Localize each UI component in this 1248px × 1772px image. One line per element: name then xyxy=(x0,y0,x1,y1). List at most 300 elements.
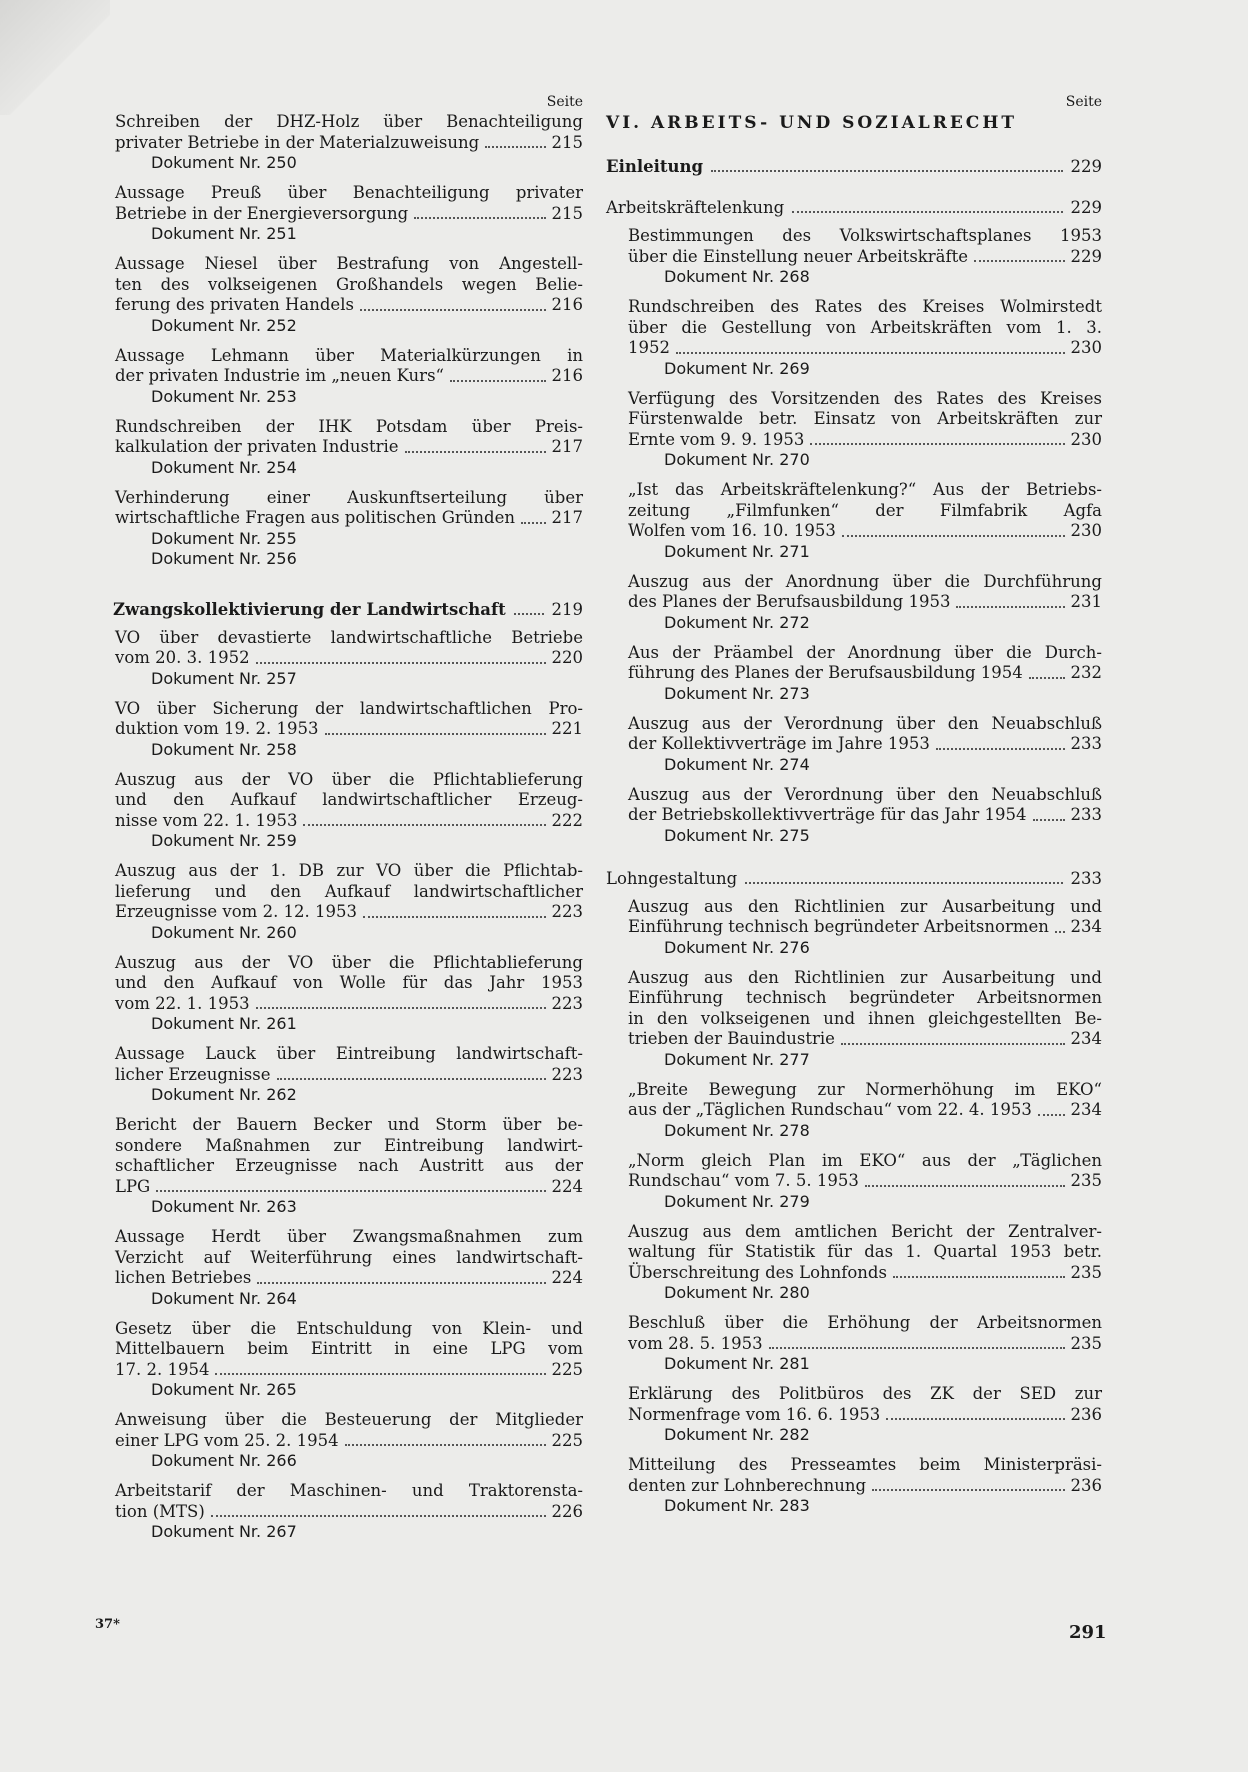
entry-line: Mittelbauern beim Eintritt in eine LPG vom xyxy=(115,1339,583,1358)
entry-page: 232 xyxy=(1070,663,1102,682)
section-heading xyxy=(606,197,1102,219)
dot-leader xyxy=(1029,663,1065,679)
entry-title xyxy=(115,417,583,458)
entry-last-line xyxy=(628,1405,1102,1426)
right-column xyxy=(606,94,1102,1526)
toc-entry xyxy=(606,714,1102,775)
entry-line: kalkulation der privaten Industrie xyxy=(115,437,399,456)
entry-line: Gesetz über die Entschuldung von Klein- und xyxy=(115,1318,583,1338)
entry-title xyxy=(628,572,1102,613)
entry-line: Rundschau“ vom 7. 5. 1953 xyxy=(628,1171,859,1190)
entry-page: 220 xyxy=(551,648,583,667)
entry-title xyxy=(628,897,1102,938)
entry-last-line xyxy=(115,1177,583,1198)
signature-mark: 37* xyxy=(95,1617,120,1632)
entry-line: nisse vom 22. 1. 1953 xyxy=(115,810,298,830)
folded-corner xyxy=(0,0,110,115)
entry-page: 233 xyxy=(1070,805,1102,824)
dot-leader xyxy=(936,734,1065,750)
entry-line: trieben der Bauindustrie xyxy=(628,1029,835,1048)
entry-page: 217 xyxy=(551,437,583,456)
entry-title xyxy=(628,968,1102,1050)
entry-title xyxy=(628,226,1102,267)
entry-line: Verhinderung einer Auskunftserteilung über xyxy=(115,487,583,507)
entry-line: Aussage Lehmann über Materialkürzungen in xyxy=(115,345,583,365)
dot-leader xyxy=(303,811,545,827)
section-page: 219 xyxy=(551,599,583,619)
entry-line: und den Aufkauf landwirtschaftlicher Erzeug- xyxy=(115,790,583,809)
entry-page: 229 xyxy=(1070,246,1102,266)
document-number: Dokument Nr. 271 xyxy=(664,541,810,561)
document-number: Dokument Nr. 276 xyxy=(664,937,810,957)
entry-title xyxy=(115,770,583,832)
toc-entry xyxy=(113,1115,583,1217)
entry-page: 216 xyxy=(551,366,583,385)
toc-entry xyxy=(606,1222,1102,1304)
entry-title xyxy=(115,254,583,316)
entry-page: 231 xyxy=(1070,592,1102,611)
entry-line: der Betriebskollektivverträge für das Jahr 1954 xyxy=(628,805,1027,824)
entry-line: ferung des privaten Handels xyxy=(115,295,354,314)
entry-page: 230 xyxy=(1070,429,1102,449)
document-number: Dokument Nr. 282 xyxy=(664,1425,810,1444)
section-lohngestaltung xyxy=(606,868,1102,1517)
entry-page: 216 xyxy=(551,295,583,314)
entry-title xyxy=(115,953,583,1015)
entry-page: 230 xyxy=(1070,338,1102,357)
entry-line: einer LPG vom 25. 2. 1954 xyxy=(115,1430,339,1450)
entry-title xyxy=(115,1115,583,1197)
entry-line: Auszug aus der Verordnung über den Neuabschluß xyxy=(628,784,1102,804)
entry-line: sondere Maßnahmen zur Eintreibung landwirt- xyxy=(115,1135,583,1155)
entry-line: lichen Betriebes xyxy=(115,1268,252,1287)
entry-line: Rundschreiben des Rates des Kreises Wolmirstedt xyxy=(628,297,1102,316)
entry-last-line xyxy=(115,1065,583,1086)
entry-line: Anweisung über die Besteuerung der Mitglieder xyxy=(115,1410,583,1429)
entry-last-line xyxy=(115,1360,583,1381)
dot-leader xyxy=(769,1334,1065,1350)
entry-last-line xyxy=(628,917,1102,938)
entry-last-line xyxy=(115,902,583,923)
dot-leader xyxy=(872,1476,1064,1492)
document-number: Dokument Nr. 257 xyxy=(151,668,297,688)
toc-entry xyxy=(606,1384,1102,1445)
entry-title xyxy=(115,346,583,387)
toc-entry xyxy=(606,1455,1102,1516)
entry-line: Auszug aus den Richtlinien zur Ausarbeitung und xyxy=(628,967,1102,987)
dot-leader xyxy=(974,247,1064,263)
document-number: Dokument Nr. 277 xyxy=(664,1049,810,1069)
entry-line: Bestimmungen des Volkswirtschaftsplanes 1953 xyxy=(628,226,1102,245)
document-number: Dokument Nr. 280 xyxy=(664,1283,810,1302)
entry-page: 235 xyxy=(1070,1333,1102,1353)
section-page: 229 xyxy=(1070,198,1102,217)
entry-line: Aussage Niesel über Bestrafung von Angestell- xyxy=(115,254,583,273)
entry-line: Rundschreiben der IHK Potsdam über Preis- xyxy=(115,416,583,436)
section-arbeitskraeftelenkung xyxy=(606,197,1102,846)
document-number: Dokument Nr. 270 xyxy=(664,450,810,469)
entry-line: über die Einstellung neuer Arbeitskräfte xyxy=(628,246,969,266)
entry-last-line xyxy=(628,521,1102,542)
toc-entry xyxy=(606,297,1102,379)
entry-line: „Breite Bewegung zur Normerhöhung im EKO“ xyxy=(628,1079,1102,1099)
dot-leader xyxy=(450,366,546,382)
entry-last-line xyxy=(115,719,583,740)
dot-leader xyxy=(745,868,1062,884)
section-title: Zwangskollektivierung der Landwirtschaft xyxy=(113,599,506,619)
entry-line: ten des volkseigenen Großhandels wegen Belie- xyxy=(115,274,583,294)
document-number: Dokument Nr. 269 xyxy=(664,358,810,378)
entry-line: des Planes der Berufsausbildung 1953 xyxy=(628,592,951,611)
entry-line: vom 22. 1. 1953 xyxy=(115,993,250,1013)
dot-leader xyxy=(711,156,1062,172)
entry-line: duktion vom 19. 2. 1953 xyxy=(115,719,319,738)
dot-leader xyxy=(1033,805,1065,821)
toc-entry xyxy=(113,346,583,407)
entry-line: Betriebe in der Energieversorgung xyxy=(115,203,409,223)
entry-title xyxy=(115,1319,583,1381)
document-number: Dokument Nr. 262 xyxy=(151,1085,297,1104)
entry-page: 234 xyxy=(1070,1100,1102,1119)
entry-title xyxy=(628,297,1102,359)
entry-title xyxy=(628,1151,1102,1192)
entry-title xyxy=(115,1481,583,1522)
entry-list xyxy=(113,628,583,1543)
dot-leader xyxy=(810,430,1064,446)
toc-entry xyxy=(113,1410,583,1471)
dot-leader xyxy=(1055,917,1065,933)
document-number: Dokument Nr. 263 xyxy=(151,1197,297,1216)
dot-leader xyxy=(345,1431,546,1447)
section-zwangskollektivierung xyxy=(113,599,583,1543)
section-heading xyxy=(606,868,1102,890)
toc-entry xyxy=(606,572,1102,633)
dot-leader xyxy=(363,902,545,918)
entry-last-line xyxy=(628,1171,1102,1192)
entry-last-line xyxy=(115,508,583,529)
entry-line: Auszug aus der Verordnung über den Neuabschluß xyxy=(628,713,1102,733)
entry-line: Aussage Preuß über Benachteiligung privater xyxy=(115,183,583,202)
entry-last-line xyxy=(628,663,1102,684)
entry-title xyxy=(628,1222,1102,1284)
document-number: Dokument Nr. 274 xyxy=(664,754,810,774)
entry-page: 234 xyxy=(1070,917,1102,936)
entry-line: Mitteilung des Presseamtes beim Ministerpräsi- xyxy=(628,1455,1102,1474)
document-number: Dokument Nr. 273 xyxy=(664,683,810,703)
entry-line: Auszug aus der VO über die Pflichtablieferung xyxy=(115,952,583,972)
entry-line: aus der „Täglichen Rundschau“ vom 22. 4. 1953 xyxy=(628,1100,1032,1119)
dot-leader xyxy=(156,1177,545,1193)
entry-page: 224 xyxy=(551,1268,583,1287)
entry-last-line xyxy=(628,338,1102,359)
left-column xyxy=(113,94,583,1552)
document-number: Dokument Nr. 259 xyxy=(151,831,297,850)
entry-last-line xyxy=(628,430,1102,451)
toc-entry xyxy=(113,699,583,760)
entry-last-line xyxy=(115,133,583,154)
dot-leader xyxy=(256,648,546,664)
entry-line: Verfügung des Vorsitzenden des Rates des Kreises xyxy=(628,388,1102,408)
entry-title xyxy=(628,643,1102,684)
entry-line: waltung für Statistik für das 1. Quartal 1953 betr. xyxy=(628,1242,1102,1261)
entry-title xyxy=(115,699,583,740)
entry-line: Fürstenwalde betr. Einsatz von Arbeitskräften zur xyxy=(628,409,1102,428)
document-number: Dokument Nr. 251 xyxy=(151,224,297,243)
entry-line: zeitung „Filmfunken“ der Filmfabrik Agfa xyxy=(628,500,1102,520)
toc-entry xyxy=(606,897,1102,958)
entry-line: schaftlicher Erzeugnisse nach Austritt aus der xyxy=(115,1156,583,1175)
entry-last-line xyxy=(115,1502,583,1523)
dot-leader xyxy=(256,994,546,1010)
dot-leader xyxy=(865,1171,1065,1187)
entry-list xyxy=(606,226,1102,846)
entry-page: 215 xyxy=(551,203,583,223)
entry-list xyxy=(606,897,1102,1517)
dot-leader xyxy=(405,437,546,453)
section-heading-einleitung xyxy=(606,156,1102,178)
entry-line: führung des Planes der Berufsausbildung 1954 xyxy=(628,663,1023,682)
entry-page: 235 xyxy=(1070,1171,1102,1190)
toc-entry xyxy=(113,112,583,173)
dot-leader xyxy=(792,197,1062,213)
entry-line: Arbeitstarif der Maschinen- und Traktorensta- xyxy=(115,1481,583,1500)
entry-page: 225 xyxy=(551,1359,583,1379)
entry-page: 225 xyxy=(551,1430,583,1450)
entry-line: 1952 xyxy=(628,338,670,357)
entry-line: Erklärung des Politbüros des ZK der SED zur xyxy=(628,1384,1102,1403)
entry-page: 236 xyxy=(1070,1475,1102,1495)
entry-line: Auszug aus der Anordnung über die Durchführung xyxy=(628,571,1102,591)
page-number: 291 xyxy=(1069,1622,1107,1643)
entry-line: über die Gestellung von Arbeitskräften vom 1. 3. xyxy=(628,317,1102,337)
entry-line: Wolfen vom 16. 10. 1953 xyxy=(628,521,836,540)
toc-entry xyxy=(113,1044,583,1105)
entry-last-line xyxy=(628,247,1102,268)
section-title: Einleitung xyxy=(606,157,704,176)
entry-last-line xyxy=(115,204,583,225)
toc-entry xyxy=(113,770,583,852)
entry-line: Aussage Herdt über Zwangsmaßnahmen zum xyxy=(115,1227,583,1246)
document-number: Dokument Nr. 278 xyxy=(664,1120,810,1140)
dot-leader xyxy=(842,521,1065,537)
document-number: Dokument Nr. 267 xyxy=(151,1522,297,1541)
toc-entry xyxy=(113,488,583,569)
entry-title xyxy=(628,1313,1102,1354)
entry-last-line xyxy=(628,734,1102,755)
entry-title xyxy=(628,714,1102,755)
entry-page: 223 xyxy=(551,902,583,921)
toc-entry xyxy=(606,389,1102,471)
document-number: Dokument Nr. 256 xyxy=(151,548,297,568)
entry-line: Ernte vom 9. 9. 1953 xyxy=(628,429,805,449)
entry-line: Verzicht auf Weiterführung eines landwirtschaft- xyxy=(115,1247,583,1267)
dot-leader xyxy=(1038,1100,1065,1116)
entry-last-line xyxy=(628,1029,1102,1050)
entry-line: VO über devastierte landwirtschaftliche Betriebe xyxy=(115,627,583,647)
toc-entry xyxy=(606,480,1102,562)
entry-last-line xyxy=(628,805,1102,826)
entry-line: in den volkseigenen und ihnen gleichgestellten Be- xyxy=(628,1008,1102,1028)
dot-leader xyxy=(257,1268,545,1284)
seite-label: Seite xyxy=(1065,94,1102,110)
dot-leader xyxy=(414,204,545,220)
entry-line: Beschluß über die Erhöhung der Arbeitsnormen xyxy=(628,1313,1102,1332)
entry-line: VO über Sicherung der landwirtschaftlichen Pro- xyxy=(115,698,583,718)
entry-line: Schreiben der DHZ-Holz über Benachteiligung xyxy=(115,112,583,131)
entry-last-line xyxy=(115,1431,583,1452)
toc-entry xyxy=(113,628,583,689)
entry-last-line xyxy=(115,437,583,458)
dot-leader xyxy=(676,338,1065,354)
entry-line: Aus der Präambel der Anordnung über die Durch- xyxy=(628,642,1102,662)
entry-title xyxy=(115,861,583,923)
entry-title xyxy=(115,1410,583,1451)
document-number: Dokument Nr. 265 xyxy=(151,1380,297,1399)
document-number: Dokument Nr. 264 xyxy=(151,1288,297,1308)
entry-last-line xyxy=(628,1476,1102,1497)
seite-label: Seite xyxy=(546,94,583,110)
document-number: Dokument Nr. 266 xyxy=(151,1451,297,1470)
entry-last-line xyxy=(115,994,583,1015)
entry-line: wirtschaftliche Fragen aus politischen Gründen xyxy=(115,508,516,527)
entry-line: vom 20. 3. 1952 xyxy=(115,648,250,667)
document-number: Dokument Nr. 258 xyxy=(151,739,297,759)
entry-line: „Ist das Arbeitskräftelenkung?“ Aus der Betriebs- xyxy=(628,480,1102,499)
entry-page: 223 xyxy=(551,993,583,1013)
entry-last-line xyxy=(115,648,583,669)
document-number: Dokument Nr. 272 xyxy=(664,612,810,632)
entry-last-line xyxy=(628,1263,1102,1284)
toc-entry xyxy=(606,1151,1102,1212)
toc-entry xyxy=(606,1080,1102,1141)
toc-entry xyxy=(606,643,1102,704)
entry-title xyxy=(115,183,583,224)
entry-title xyxy=(628,389,1102,451)
entry-page: 217 xyxy=(551,508,583,527)
entry-line: Auszug aus dem amtlichen Bericht der Zentralver- xyxy=(628,1221,1102,1241)
document-number: Dokument Nr. 260 xyxy=(151,922,297,942)
entry-line: Einführung technisch begründeter Arbeitsnormen xyxy=(628,988,1102,1007)
document-number: Dokument Nr. 281 xyxy=(664,1354,810,1373)
dot-leader xyxy=(215,1360,545,1376)
entry-page: 223 xyxy=(551,1064,583,1084)
toc-entry xyxy=(113,183,583,244)
dot-leader xyxy=(521,508,545,524)
entry-title xyxy=(115,628,583,669)
entry-line: und den Aufkauf von Wolle für das Jahr 1953 xyxy=(115,973,583,992)
section-title: Lohngestaltung xyxy=(606,868,738,888)
entry-page: 215 xyxy=(551,132,583,152)
dot-leader xyxy=(360,295,546,311)
entry-title xyxy=(628,1455,1102,1496)
entry-last-line xyxy=(115,1268,583,1289)
entry-page: 236 xyxy=(1070,1404,1102,1424)
document-number: Dokument Nr. 252 xyxy=(151,315,297,335)
entry-line: „Norm gleich Plan im EKO“ aus der „Täglichen xyxy=(628,1150,1102,1170)
document-number: Dokument Nr. 279 xyxy=(664,1191,810,1211)
entry-line: denten zur Lohnberechnung xyxy=(628,1475,867,1495)
entry-title xyxy=(115,112,583,153)
entry-title xyxy=(115,1044,583,1085)
entry-page: 233 xyxy=(1070,734,1102,753)
entry-page: 230 xyxy=(1070,521,1102,540)
document-number: Dokument Nr. 255 xyxy=(151,528,297,548)
entry-last-line xyxy=(628,1334,1102,1355)
entry-line: Überschreitung des Lohnfonds xyxy=(628,1262,887,1282)
entry-page: 222 xyxy=(551,810,583,830)
document-number: Dokument Nr. 253 xyxy=(151,386,297,406)
dot-leader xyxy=(841,1029,1065,1045)
entry-page: 224 xyxy=(551,1176,583,1196)
toc-entry xyxy=(606,968,1102,1070)
entry-last-line xyxy=(115,811,583,832)
section-title: Arbeitskräftelenkung xyxy=(606,198,785,217)
toc-entry xyxy=(113,1481,583,1542)
entry-title xyxy=(628,785,1102,826)
toc-entry xyxy=(113,254,583,336)
entry-line: Erzeugnisse vom 2. 12. 1953 xyxy=(115,902,358,921)
dot-leader xyxy=(211,1502,546,1518)
document-number: Dokument Nr. 254 xyxy=(151,457,297,477)
entry-title xyxy=(628,1384,1102,1425)
entry-title xyxy=(115,488,583,529)
dot-leader xyxy=(893,1263,1065,1279)
entry-title xyxy=(628,480,1102,542)
part-title: VI. ARBEITS- UND SOZIALRECHT xyxy=(606,113,1018,133)
dot-leader xyxy=(485,133,545,149)
entry-line: licher Erzeugnisse xyxy=(115,1064,271,1084)
entry-list xyxy=(113,112,583,569)
entry-line: lieferung und den Aufkauf landwirtschaftlicher xyxy=(115,881,583,901)
section-page: 229 xyxy=(1070,157,1102,176)
document-number: Dokument Nr. 283 xyxy=(664,1496,810,1515)
toc-entry xyxy=(113,1319,583,1401)
toc-entry xyxy=(606,1313,1102,1374)
toc-entry xyxy=(113,861,583,943)
entry-title xyxy=(115,1227,583,1289)
entry-last-line xyxy=(628,1100,1102,1121)
entry-last-line xyxy=(628,592,1102,613)
entry-line: Einführung technisch begründeter Arbeitsnormen xyxy=(628,917,1049,936)
dot-leader xyxy=(956,592,1064,608)
entry-line: 17. 2. 1954 xyxy=(115,1359,210,1379)
entry-page: 235 xyxy=(1070,1262,1102,1282)
entry-line: der privaten Industrie im „neuen Kurs“ xyxy=(115,366,444,385)
entry-page: 226 xyxy=(551,1501,583,1521)
dot-leader xyxy=(886,1405,1064,1421)
entry-line: LPG xyxy=(115,1176,151,1196)
section-page: 233 xyxy=(1070,868,1102,888)
entry-line: tion (MTS) xyxy=(115,1501,205,1521)
entry-line: Auszug aus den Richtlinien zur Ausarbeitung und xyxy=(628,896,1102,916)
entry-line: vom 28. 5. 1953 xyxy=(628,1333,763,1353)
entry-line: der Kollektivverträge im Jahre 1953 xyxy=(628,734,930,753)
entry-page: 234 xyxy=(1070,1029,1102,1048)
section-heading xyxy=(113,599,583,621)
dot-leader xyxy=(277,1065,546,1081)
dot-leader xyxy=(514,599,544,615)
entry-line: Aussage Lauck über Eintreibung landwirtschaft- xyxy=(115,1044,583,1063)
document-number: Dokument Nr. 268 xyxy=(664,267,810,286)
toc-entry xyxy=(606,785,1102,846)
entry-last-line xyxy=(115,366,583,387)
entry-line: Auszug aus der VO über die Pflichtablieferung xyxy=(115,769,583,789)
entry-page: 221 xyxy=(551,719,583,738)
entry-last-line xyxy=(115,295,583,316)
document-number: Dokument Nr. 250 xyxy=(151,153,297,172)
toc-entry xyxy=(113,417,583,478)
entry-line: Normenfrage vom 16. 6. 1953 xyxy=(628,1404,881,1424)
